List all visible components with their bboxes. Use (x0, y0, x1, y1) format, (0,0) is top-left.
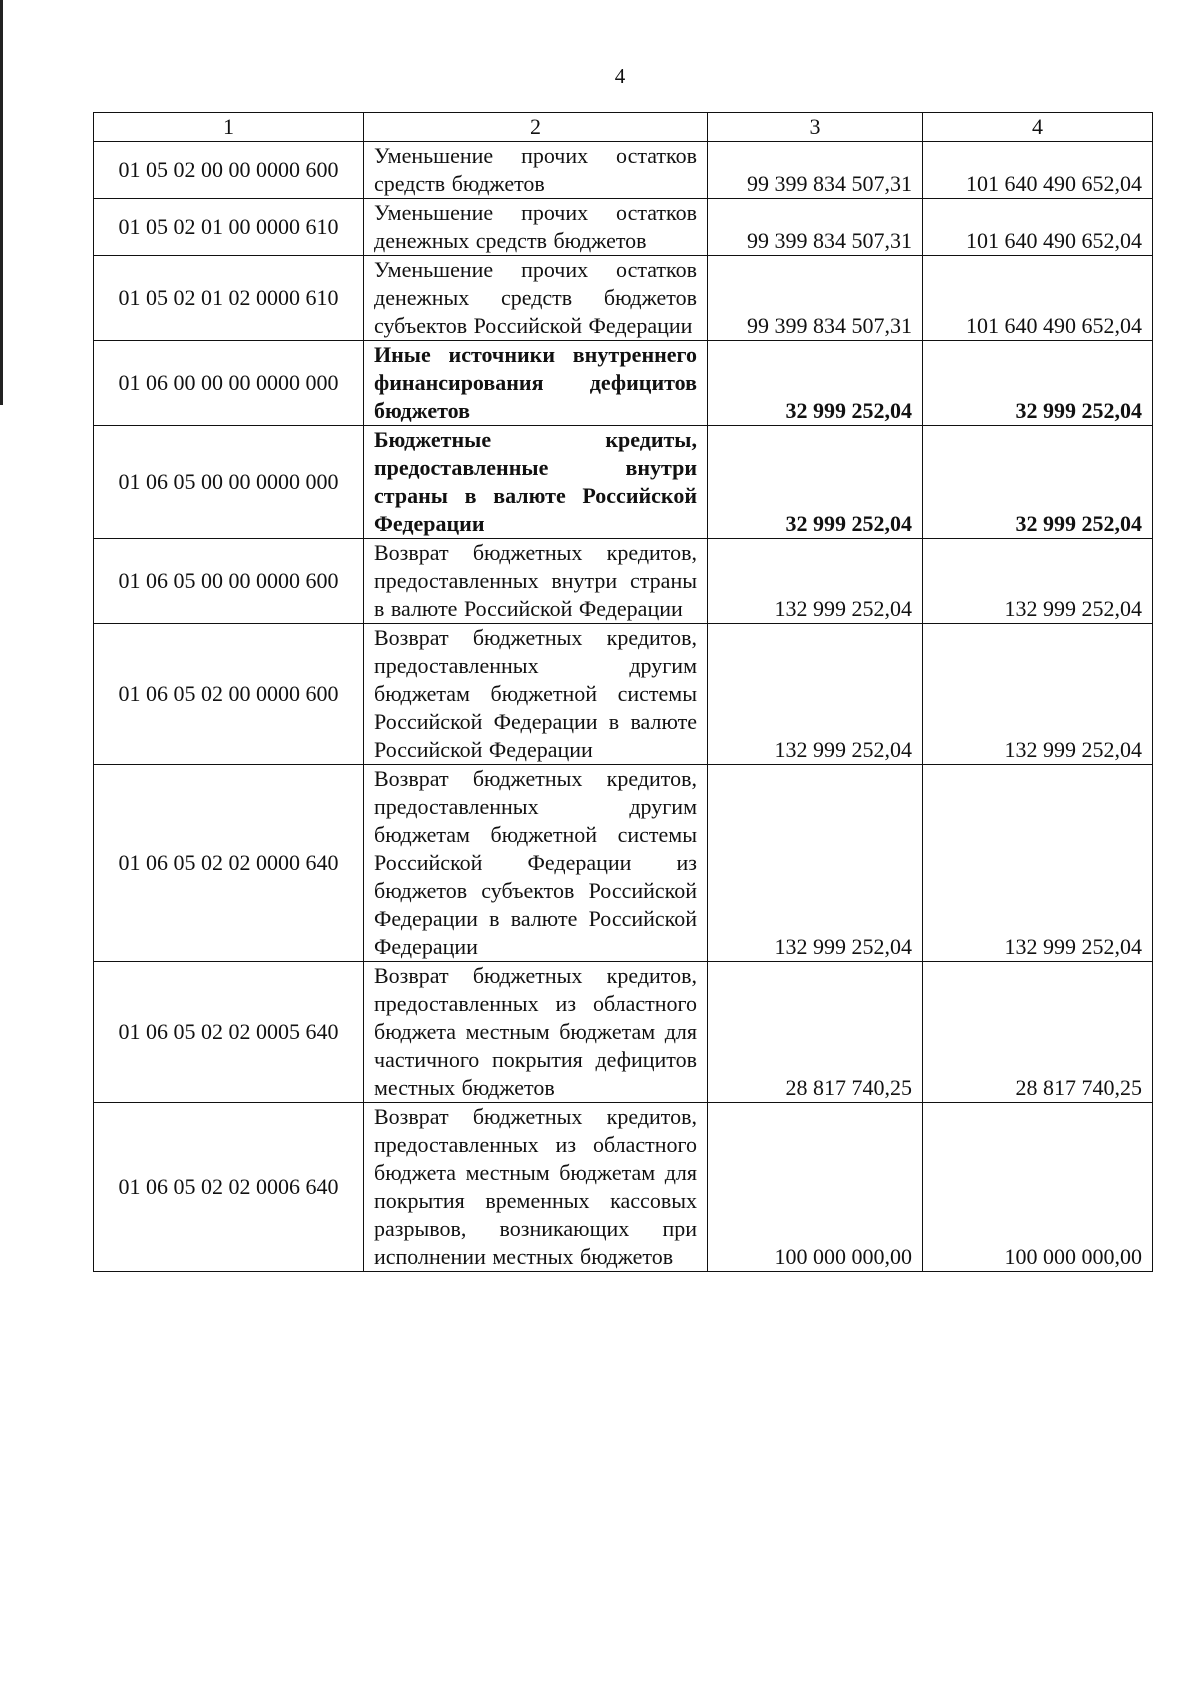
source-name-cell: Уменьшение прочих остатков средств бюджетов (364, 142, 708, 199)
amount-column-3-cell: 132 999 252,04 (708, 765, 923, 962)
table-row (94, 199, 1153, 256)
budget-code-cell: 01 06 05 00 00 0000 000 (94, 426, 364, 539)
page-number: 4 (614, 64, 626, 88)
amount-column-4-cell: 28 817 740,25 (923, 962, 1153, 1103)
source-name-cell: Возврат бюджетных кредитов, предоставленных другим бюджетам бюджетной системы Российской Федерации из бюджетов субъектов Российской Федерации в валюте Российской Федерации (364, 765, 708, 962)
amount-column-3-cell: 32 999 252,04 (708, 341, 923, 426)
table-row (94, 539, 1153, 624)
amount-column-4-cell: 32 999 252,04 (923, 341, 1153, 426)
column-header-3: 3 (708, 113, 923, 142)
table-row (94, 256, 1153, 341)
amount-column-3-cell: 99 399 834 507,31 (708, 142, 923, 199)
source-name-cell: Возврат бюджетных кредитов, предоставленных из областного бюджета местным бюджетам для частичного покрытия дефицитов местных бюджетов (364, 962, 708, 1103)
table-row (94, 142, 1153, 199)
table-row (94, 426, 1153, 539)
amount-column-4-cell: 101 640 490 652,04 (923, 142, 1153, 199)
column-header-4: 4 (923, 113, 1153, 142)
budget-code-cell: 01 05 02 01 02 0000 610 (94, 256, 364, 341)
budget-code-cell: 01 06 00 00 00 0000 000 (94, 341, 364, 426)
budget-code-cell: 01 06 05 02 00 0000 600 (94, 624, 364, 765)
table-row (94, 341, 1153, 426)
amount-column-3-cell: 100 000 000,00 (708, 1103, 923, 1272)
amount-column-3-cell: 28 817 740,25 (708, 962, 923, 1103)
amount-column-4-cell: 100 000 000,00 (923, 1103, 1153, 1272)
budget-code-cell: 01 06 05 00 00 0000 600 (94, 539, 364, 624)
column-header-2: 2 (364, 113, 708, 142)
table-body (94, 142, 1153, 1272)
source-name-cell: Уменьшение прочих остатков денежных средств бюджетов (364, 199, 708, 256)
table-header (94, 113, 1153, 142)
amount-column-4-cell: 132 999 252,04 (923, 765, 1153, 962)
budget-code-cell: 01 06 05 02 02 0005 640 (94, 962, 364, 1103)
amount-column-4-cell: 32 999 252,04 (923, 426, 1153, 539)
source-name-cell: Возврат бюджетных кредитов, предоставленных внутри страны в валюте Российской Федерации (364, 539, 708, 624)
amount-column-4-cell: 132 999 252,04 (923, 624, 1153, 765)
source-name-cell: Бюджетные кредиты, предоставленные внутри страны в валюте Российской Федерации (364, 426, 708, 539)
column-header-1: 1 (94, 113, 364, 142)
table-row (94, 962, 1153, 1103)
amount-column-3-cell: 99 399 834 507,31 (708, 256, 923, 341)
header-row (94, 113, 1153, 142)
amount-column-3-cell: 132 999 252,04 (708, 624, 923, 765)
budget-code-cell: 01 05 02 00 00 0000 600 (94, 142, 364, 199)
source-name-cell: Уменьшение прочих остатков денежных средств бюджетов субъектов Российской Федерации (364, 256, 708, 341)
budget-code-cell: 01 06 05 02 02 0000 640 (94, 765, 364, 962)
table-row (94, 624, 1153, 765)
amount-column-3-cell: 99 399 834 507,31 (708, 199, 923, 256)
source-name-cell: Возврат бюджетных кредитов, предоставленных другим бюджетам бюджетной системы Российской Федерации в валюте Российской Федерации (364, 624, 708, 765)
table-row (94, 1103, 1153, 1272)
budget-sources-table (93, 112, 1153, 1272)
source-name-cell: Возврат бюджетных кредитов, предоставленных из областного бюджета местным бюджетам для покрытия временных кассовых разрывов, возникающих при исполнении местных бюджетов (364, 1103, 708, 1272)
table-row (94, 765, 1153, 962)
amount-column-4-cell: 132 999 252,04 (923, 539, 1153, 624)
budget-code-cell: 01 05 02 01 00 0000 610 (94, 199, 364, 256)
source-name-cell: Иные источники внутреннего финансирования дефицитов бюджетов (364, 341, 708, 426)
amount-column-3-cell: 32 999 252,04 (708, 426, 923, 539)
budget-code-cell: 01 06 05 02 02 0006 640 (94, 1103, 364, 1272)
amount-column-3-cell: 132 999 252,04 (708, 539, 923, 624)
scan-edge-line (0, 0, 3, 405)
amount-column-4-cell: 101 640 490 652,04 (923, 199, 1153, 256)
amount-column-4-cell: 101 640 490 652,04 (923, 256, 1153, 341)
